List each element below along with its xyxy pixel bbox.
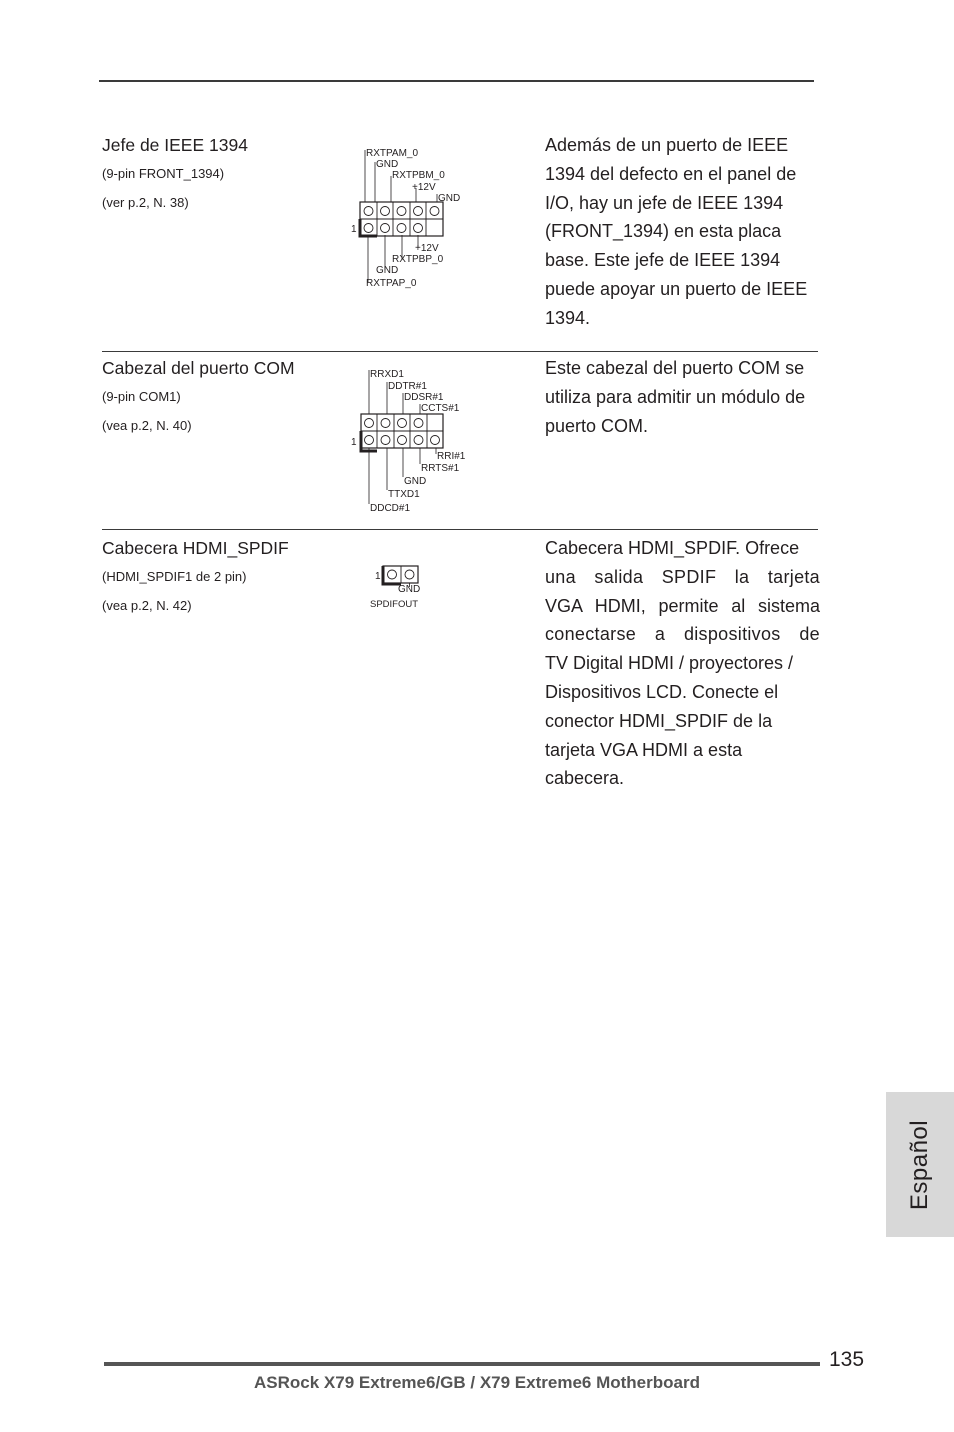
com-description: Este cabezal del puerto COM se utiliza para admitir un módulo de puerto COM. [545, 358, 806, 436]
ieee1394-title: Jefe de IEEE 1394 [102, 135, 248, 155]
section-divider [102, 351, 818, 352]
ieee1394-page-ref: (ver p.2, N. 38) [102, 195, 189, 210]
ieee1394-pin-label: GND [376, 265, 399, 276]
hdmi-spdif-description-line: tarjeta VGA HDMI a esta [545, 739, 743, 760]
ieee1394-pin-label: RXTPAM_0 [366, 148, 419, 159]
ieee1394-pin-label: RXTPAP_0 [366, 278, 417, 289]
hdmi-spdif-pin1-label: 1 [375, 571, 381, 582]
language-side-tab [886, 1092, 954, 1237]
hdmi-spdif-description-line: TV Digital HDMI / proyectores / [545, 653, 794, 674]
com-pin-label: TTXD1 [388, 489, 420, 500]
ieee1394-pin-label: +12V [412, 182, 436, 193]
hdmi-spdif-gnd-label: GND [398, 584, 421, 595]
language-side-tab-label: Español [906, 1119, 933, 1210]
footer-rule [104, 1362, 820, 1366]
hdmi-spdif-description-line: VGA HDMI, permite al sistema [545, 595, 820, 616]
hdmi-spdif-pin-info: (HDMI_SPDIF1 de 2 pin) [102, 569, 247, 584]
hdmi-spdif-out-label: SPDIFOUT [370, 599, 419, 610]
hdmi-spdif-description [545, 534, 820, 793]
com-pin-diagram [345, 362, 475, 517]
ieee1394-pin-label: RXTPBP_0 [392, 254, 444, 265]
com-pin-label: DDCD#1 [370, 503, 411, 514]
hdmi-spdif-description-line: Dispositivos LCD. Conecte el [545, 681, 779, 702]
hdmi-spdif-pin-diagram [366, 560, 446, 615]
com-title: Cabezal del puerto COM [102, 358, 295, 378]
ieee1394-pin-info: (9-pin FRONT_1394) [102, 166, 225, 181]
hdmi-spdif-title: Cabecera HDMI_SPDIF [102, 538, 289, 558]
com-pin-label: DDSR#1 [404, 392, 444, 403]
com-pin-label: GND [404, 476, 427, 487]
com-pin-label: RRTS#1 [421, 463, 460, 474]
com-pin-info: (9-pin COM1) [102, 389, 181, 404]
top-rule [99, 80, 814, 82]
ieee1394-pin-label: +12V [415, 243, 439, 254]
com-pin-label: RRXD1 [370, 369, 404, 380]
ieee1394-pin-label: RXTPBM_0 [392, 170, 445, 181]
hdmi-spdif-description-line: conector HDMI_SPDIF de la [545, 710, 773, 731]
page-number: 135 [829, 1348, 865, 1371]
hdmi-spdif-description-line: Cabecera HDMI_SPDIF. Ofrece [545, 538, 800, 558]
ieee1394-pin-diagram [345, 140, 475, 295]
hdmi-spdif-description-line: cabecera. [545, 768, 625, 789]
hdmi-spdif-description-line: conectarse a dispositivos de [545, 624, 820, 645]
com-pin-label: DDTR#1 [388, 381, 427, 392]
hdmi-spdif-page-ref: (vea p.2, N. 42) [102, 598, 192, 613]
hdmi-spdif-description-line: una salida SPDIF la tarjeta [545, 566, 820, 587]
com-pin-label: CCTS#1 [421, 403, 460, 414]
com-page-ref: (vea p.2, N. 40) [102, 418, 192, 433]
ieee1394-pin-label: GND [376, 159, 399, 170]
ieee1394-pin-label: GND [438, 193, 461, 204]
ieee1394-pin1-label: 1 [351, 224, 357, 235]
section-divider [102, 529, 818, 530]
com-pin1-label: 1 [351, 437, 357, 448]
footer-product-name: ASRock X79 Extreme6/GB / X79 Extreme6 Motherboard [254, 1373, 700, 1392]
com-pin-label: RRI#1 [437, 451, 466, 462]
ieee1394-description: Además de un puerto de IEEE 1394 del defecto en el panel de I/O, hay un jefe de IEEE 1394 (FRONT_1394) en esta placa base. Este jefe de IEEE 1394 puede apoyar un puerto de IEEE 1394. [545, 135, 808, 328]
